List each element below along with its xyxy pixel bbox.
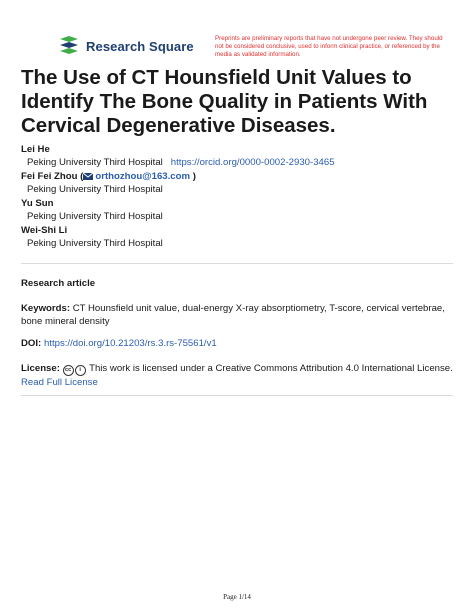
author-name: Fei Fei Zhou xyxy=(21,171,78,182)
license xyxy=(21,362,461,389)
orcid-link[interactable]: https://orcid.org/0000-0002-2930-3465 xyxy=(170,157,335,168)
logo-text: Research Square xyxy=(86,38,194,54)
author-affiliation: Peking University Third Hospital xyxy=(27,157,163,168)
preprint-disclaimer: Preprints are preliminary reports that have not undergone peer review. They should not be considered conclusive, used to inform clinical practice, or referenced by the media as validated information. xyxy=(215,35,443,58)
email-close-paren: ) xyxy=(192,171,196,182)
keywords-text: CT Hounsfield unit value, dual-energy X-ray absorptiometry, T-score, cervical vertebrae, bone mineral density xyxy=(21,303,445,327)
read-full-license-link[interactable]: Read Full License xyxy=(21,377,98,388)
author-affiliation: Peking University Third Hospital xyxy=(27,184,163,195)
author-affiliation: Peking University Third Hospital xyxy=(27,211,163,222)
doi-label: DOI: xyxy=(21,338,42,349)
author-name: Wei-Shi Li xyxy=(21,225,68,236)
author-email-link[interactable]: orthozhou@163.com xyxy=(95,171,191,182)
research-square-logo[interactable] xyxy=(58,36,194,56)
cc-icon: cc xyxy=(63,365,74,376)
license-text: This work is licensed under a Creative Commons Attribution 4.0 International License. xyxy=(89,363,453,374)
by-icon: i xyxy=(75,365,86,376)
author-list xyxy=(21,143,461,251)
mail-icon xyxy=(83,173,93,180)
page-number: Page 1/14 xyxy=(223,593,251,601)
email-open-paren: ( xyxy=(80,171,84,182)
doi xyxy=(21,338,217,349)
research-square-logo-icon xyxy=(58,36,80,56)
author-name-with-email xyxy=(21,170,461,183)
keywords xyxy=(21,302,451,328)
doi-link[interactable]: https://doi.org/10.21203/rs.3.rs-75561/v1 xyxy=(43,338,217,349)
keywords-label: Keywords: xyxy=(21,303,71,314)
author-name: Yu Sun xyxy=(21,198,54,209)
author-name: Lei He xyxy=(21,144,50,155)
author-affiliation-row xyxy=(21,156,461,170)
article-type: Research article xyxy=(21,278,96,289)
section-divider xyxy=(21,263,453,264)
license-label: License: xyxy=(21,363,60,374)
paper-title: The Use of CT Hounsfield Unit Values to Identify The Bone Quality in Patients With Cervical Degenerative Diseases. xyxy=(21,66,428,137)
author-affiliation: Peking University Third Hospital xyxy=(27,238,163,249)
section-divider xyxy=(21,395,453,396)
